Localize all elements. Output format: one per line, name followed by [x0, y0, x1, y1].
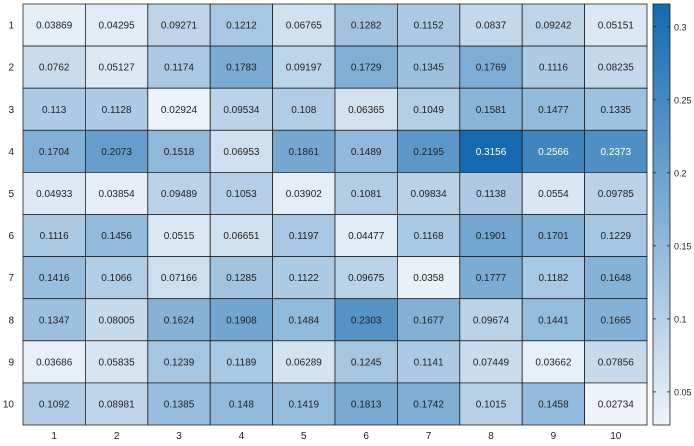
x-tick-label: 1 — [51, 431, 57, 442]
cell-value-label: 0.02734 — [597, 399, 634, 411]
colorbar-tick-label: 0.25 — [674, 95, 692, 106]
colorbar-tick-label: 0.05 — [674, 387, 692, 398]
cell-value-label: 0.1285 — [226, 273, 257, 285]
cell-value-label: 0.1665 — [600, 315, 632, 327]
cell-value-label: 0.09197 — [285, 62, 322, 74]
y-tick-label: 9 — [8, 357, 14, 369]
cell-value-label: 0.1229 — [600, 231, 632, 243]
cell-value-label: 0.1813 — [350, 399, 382, 411]
y-tick-label: 3 — [8, 104, 14, 116]
cell-value-label: 0.04295 — [98, 20, 135, 32]
cell-value-label: 0.1729 — [350, 62, 382, 74]
cell-value-label: 0.06365 — [348, 104, 385, 116]
x-tick-label: 8 — [488, 431, 494, 442]
cell-value-label: 0.1477 — [538, 104, 569, 116]
cell-value-label: 0.1049 — [413, 104, 444, 116]
x-tick-label: 9 — [550, 431, 557, 442]
cell-value-label: 0.1458 — [538, 399, 569, 411]
cell-value-label: 0.1174 — [164, 62, 194, 74]
cell-value-label: 0.1769 — [475, 62, 507, 74]
x-tick-label: 6 — [363, 431, 369, 442]
cell-value-label: 0.1128 — [101, 104, 132, 116]
cell-value-label: 0.1518 — [163, 146, 195, 158]
cell-value-label: 0.06953 — [223, 146, 260, 158]
cell-value-label: 0.1053 — [226, 188, 257, 200]
cell-value-label: 0.1081 — [350, 188, 382, 200]
cell-value-label: 0.1245 — [350, 357, 382, 369]
cell-value-label: 0.04933 — [36, 188, 73, 200]
cell-value-label: 0.1385 — [163, 399, 195, 411]
cell-value-label: 0.2566 — [538, 146, 569, 158]
cell-value-label: 0.1581 — [475, 104, 507, 116]
cell-value-label: 0.06289 — [285, 357, 322, 369]
cell-value-label: 0.1456 — [101, 231, 132, 243]
cell-value-label: 0.1015 — [475, 399, 507, 411]
cell-value-label: 0.1777 — [475, 273, 507, 285]
cell-value-label: 0.1742 — [413, 399, 444, 411]
cell-value-label: 0.1861 — [288, 146, 320, 158]
x-tick-label: 4 — [238, 431, 245, 442]
cell-value-label: 0.1484 — [288, 315, 320, 327]
cell-value-label: 0.1152 — [413, 20, 444, 32]
cell-value-label: 0.2073 — [101, 146, 132, 158]
cell-value-label: 0.1092 — [38, 399, 70, 411]
heatmap-cells — [23, 4, 647, 425]
cell-value-label: 0.1282 — [350, 20, 382, 32]
y-tick-label: 1 — [8, 20, 14, 32]
cell-value-label: 0.108 — [291, 104, 317, 116]
colorbar-gradient — [653, 4, 670, 425]
cell-value-label: 0.1116 — [538, 62, 568, 74]
cell-value-label: 0.1908 — [226, 315, 257, 327]
cell-value-label: 0.1416 — [38, 273, 70, 285]
y-tick-label: 7 — [8, 273, 14, 285]
y-tick-label: 8 — [8, 315, 14, 327]
cell-value-label: 0.113 — [42, 104, 67, 116]
cell-value-label: 0.1239 — [163, 357, 195, 369]
cell-value-label: 0.0554 — [538, 188, 569, 200]
y-tick-label: 2 — [8, 62, 14, 74]
cell-value-label: 0.09534 — [223, 104, 260, 116]
cell-value-label: 0.06651 — [223, 231, 260, 243]
cell-value-label: 0.1212 — [226, 20, 257, 32]
cell-value-label: 0.1701 — [538, 231, 569, 243]
colorbar-tick-label: 0.2 — [674, 168, 687, 179]
cell-value-label: 0.09271 — [160, 20, 198, 32]
cell-value-label: 0.148 — [228, 399, 254, 411]
cell-value-label: 0.1066 — [101, 273, 132, 285]
cell-value-label: 0.03869 — [36, 20, 73, 32]
cell-value-label: 0.1901 — [475, 231, 507, 243]
x-tick-label: 10 — [610, 431, 622, 442]
cell-value-label: 0.1648 — [600, 273, 632, 285]
cell-value-label: 0.2303 — [350, 315, 382, 327]
cell-value-label: 0.1168 — [413, 231, 444, 243]
cell-value-label: 0.05127 — [98, 62, 135, 74]
cell-value-label: 0.1704 — [38, 146, 70, 158]
colorbar-tick-label: 0.15 — [674, 241, 692, 252]
cell-value-label: 0.1141 — [413, 357, 444, 369]
y-tick-label: 5 — [8, 188, 14, 200]
y-tick-label: 10 — [2, 399, 14, 411]
cell-value-label: 0.1347 — [38, 315, 70, 327]
cell-value-label: 0.04477 — [348, 231, 385, 243]
x-tick-labels — [51, 431, 621, 442]
cell-value-label: 0.09785 — [597, 188, 634, 200]
cell-value-label: 0.1335 — [600, 104, 632, 116]
cell-value-label: 0.1345 — [413, 62, 444, 74]
cell-value-label: 0.1189 — [226, 357, 257, 369]
cell-value-label: 0.07856 — [597, 357, 634, 369]
y-tick-labels — [3, 21, 15, 411]
x-tick-label: 7 — [425, 431, 432, 442]
cell-value-label: 0.08235 — [597, 62, 634, 74]
cell-value-label: 0.1122 — [288, 273, 319, 285]
cell-value-label: 0.03902 — [285, 188, 322, 200]
cell-value-label: 0.02924 — [160, 104, 198, 116]
cell-value-label: 0.1677 — [413, 315, 444, 327]
colorbar-tick-label: 0.1 — [674, 314, 687, 325]
cell-value-label: 0.1441 — [538, 315, 569, 327]
cell-value-label: 0.1419 — [288, 399, 320, 411]
cell-value-label: 0.09242 — [535, 20, 572, 32]
cell-value-label: 0.09834 — [410, 188, 447, 200]
cell-value-label: 0.09675 — [348, 273, 385, 285]
cell-value-label: 0.1138 — [476, 188, 506, 200]
cell-value-label: 0.09674 — [472, 315, 510, 327]
cell-value-label: 0.06765 — [285, 20, 322, 32]
cell-value-label: 0.03662 — [535, 357, 572, 369]
cell-value-label: 0.08005 — [98, 315, 135, 327]
colorbar-tick-label: 0.3 — [674, 22, 687, 33]
cell-value-label: 0.07166 — [160, 273, 198, 285]
cell-value-label: 0.0358 — [413, 273, 444, 285]
cell-value-label: 0.0837 — [475, 20, 507, 32]
cell-value-label: 0.1197 — [288, 231, 319, 243]
cell-value-label: 0.07449 — [472, 357, 510, 369]
cell-value-label: 0.1116 — [39, 231, 69, 243]
cell-value-label: 0.03854 — [98, 188, 135, 200]
cell-value-label: 0.08981 — [98, 399, 135, 411]
cell-value-label: 0.05835 — [98, 357, 135, 369]
x-tick-label: 3 — [176, 431, 182, 442]
x-tick-label: 2 — [113, 431, 120, 442]
cell-value-label: 0.09489 — [160, 188, 198, 200]
cell-value-label: 0.2195 — [413, 146, 444, 158]
x-tick-label: 5 — [301, 431, 307, 442]
cell-value-label: 0.0515 — [163, 231, 195, 243]
cell-value-label: 0.1489 — [350, 146, 382, 158]
cell-value-label: 0.2373 — [600, 146, 632, 158]
cell-value-label: 0.1624 — [163, 315, 195, 327]
cell-value-label: 0.1783 — [226, 62, 257, 74]
cell-value-label: 0.05151 — [597, 20, 634, 32]
y-tick-label: 6 — [8, 231, 14, 243]
cell-value-label: 0.1182 — [538, 273, 569, 285]
cell-value-label: 0.3156 — [475, 146, 507, 158]
cell-value-label: 0.03686 — [36, 357, 73, 369]
y-tick-label: 4 — [8, 146, 14, 158]
colorbar — [653, 4, 692, 425]
cell-value-label: 0.0762 — [38, 62, 70, 74]
